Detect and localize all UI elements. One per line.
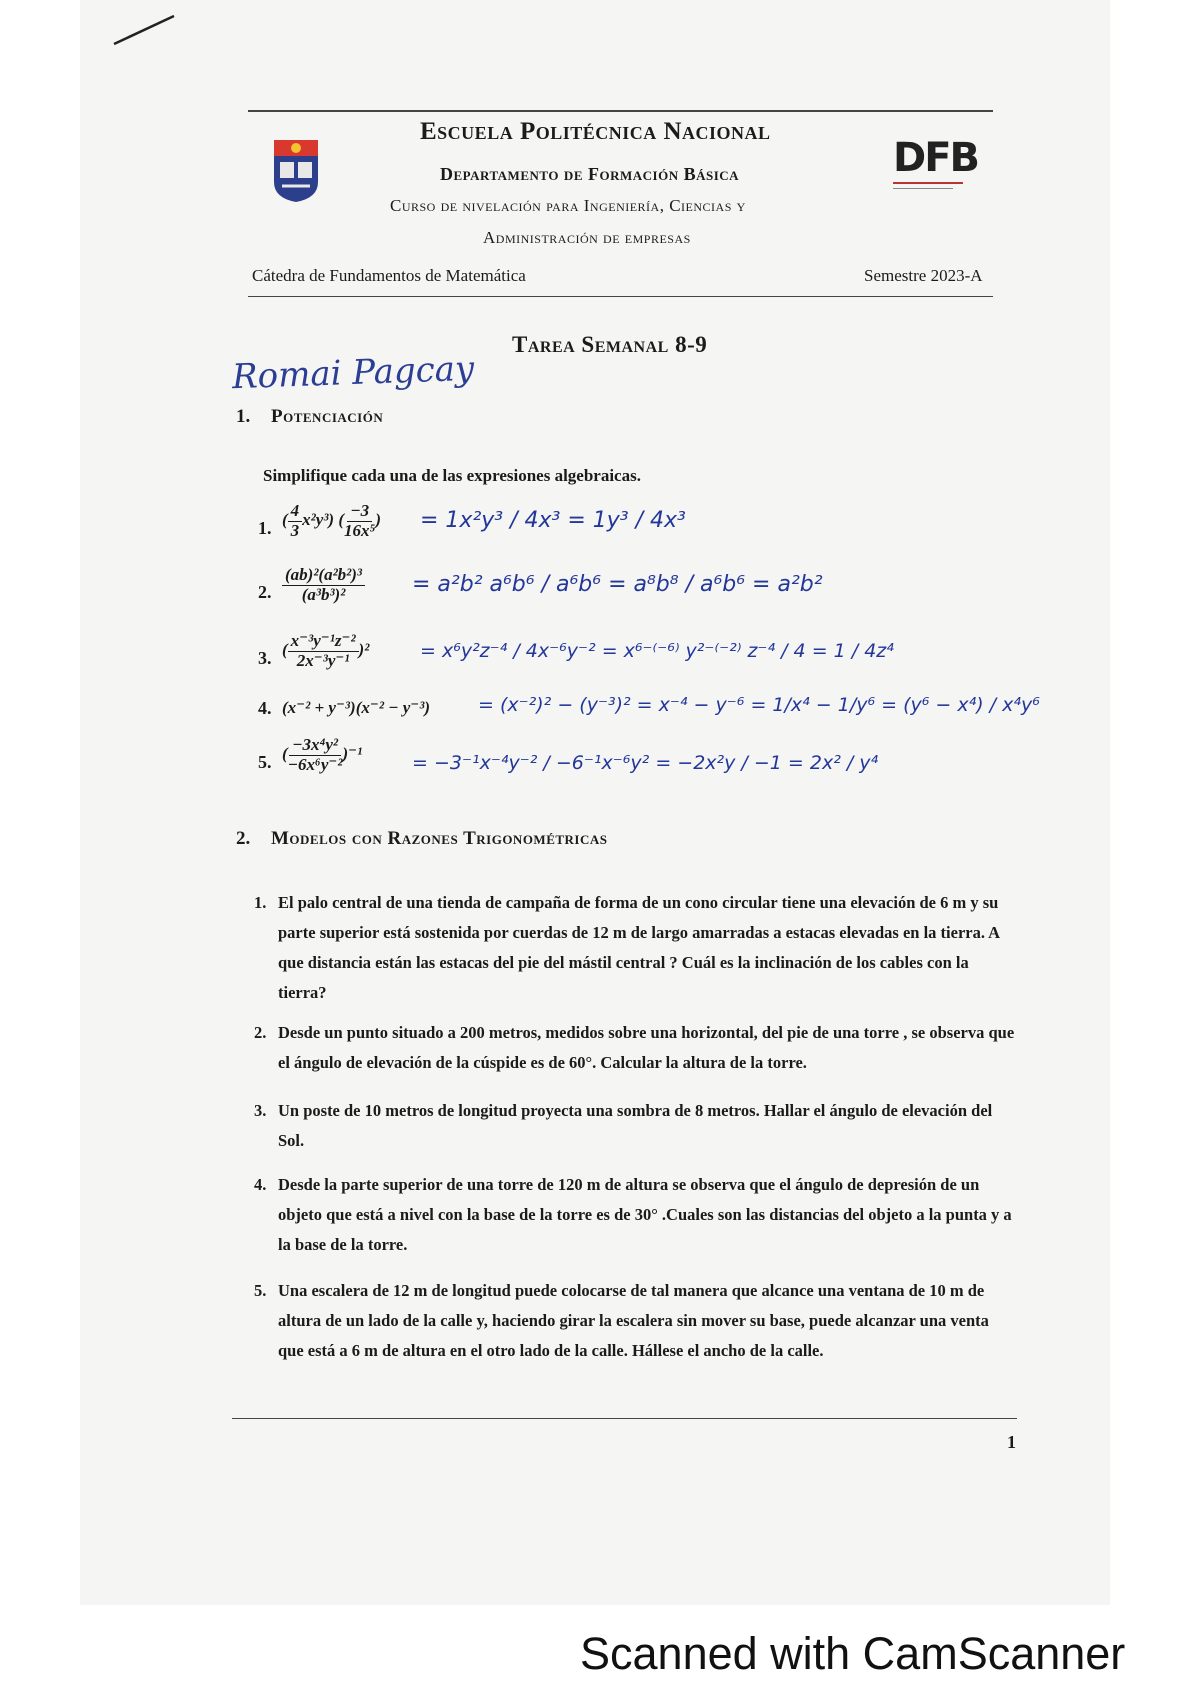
problem-2 [254, 1018, 1018, 1078]
problem-5-text: Una escalera de 12 m de longitud puede colocarse de tal manera que alcance una ventana de 10 m de altura de un lado de la calle y, haciendo girar la escalera sin mover su base, puede alcanzar una venta que está a 6 m de altura en el otro lado de la calle. Hállese el ancho de la calle. [278, 1281, 989, 1360]
exercise-3-handwritten-answer: = x⁶y²z⁻⁴ / 4x⁻⁶y⁻² = x⁶⁻⁽⁻⁶⁾ y²⁻⁽⁻²⁾ z⁻⁴ / 4 = 1 / 4z⁴ [420, 640, 894, 662]
problem-1-number: 1. [254, 893, 267, 912]
section-2-number: 2. [236, 828, 251, 849]
problem-2-text: Desde un punto situado a 200 metros, medidos sobre una horizontal, del pie de una torre , se observa que el ángulo de elevación de la cúspide es de 60°. Calcular la altura de la torre. [278, 1023, 1015, 1072]
exercise-5-expression: ( $\frac{\text{−3x⁴y²}}{\text{−6x⁶y⁻²}}$ )⁻¹ [282, 735, 363, 774]
exercise-3-expression: ( $\frac{\text{x⁻³y⁻¹z⁻²}}{\text{2x⁻³y⁻¹}}$ )² [282, 631, 370, 670]
section-1-instruction: Simplifique cada una de las expresiones algebraicas. [263, 466, 641, 485]
exercise-2-handwritten-answer: = a²b² a⁶b⁶ / a⁶b⁶ = a⁸b⁸ / a⁶b⁶ = a²b² [412, 572, 823, 597]
exercise-1-number: 1. [258, 518, 272, 538]
problem-4 [254, 1170, 1018, 1260]
problem-3-text: Un poste de 10 metros de longitud proyecta una sombra de 8 metros. Hallar el ángulo de elevación del Sol. [278, 1101, 993, 1150]
department-name: Departamento de Formación Básica [440, 164, 740, 184]
page-bottom-rule [232, 1418, 1017, 1419]
exercise-2-number: 2. [258, 582, 272, 602]
problem-5 [254, 1276, 1018, 1366]
header-bottom-rule [248, 296, 993, 297]
section-1-title: Potenciación [271, 406, 384, 427]
course-line-1: Curso de nivelación para Ingeniería, Ciencias y [390, 196, 746, 215]
exercise-5-number: 5. [258, 752, 272, 772]
problem-1-text: El palo central de una tienda de campaña de forma de un cono circular tiene una elevación de 6 m y su parte superior está sostenida por cuerdas de 12 m de largo amarradas a estacas elevadas en la tierra. A que distancia están las estacas del pie del mástil central ? Cuál es la inclinación de los cables con la tierra? [278, 893, 1000, 1002]
school-name: Escuela Politécnica Nacional [420, 118, 771, 145]
problem-5-number: 5. [254, 1281, 267, 1300]
student-name-handwritten: Romai Pagcay [231, 348, 475, 398]
problem-3 [254, 1096, 1018, 1156]
course-line-2: Administración de empresas [483, 228, 691, 247]
school-shield-logo [272, 138, 320, 204]
section-2-title: Modelos con Razones Trigonométricas [271, 828, 608, 849]
page-number: 1 [1007, 1432, 1016, 1452]
problem-4-number: 4. [254, 1175, 267, 1194]
header-top-rule [248, 110, 993, 112]
exercise-4-handwritten-answer: = (x⁻²)² − (y⁻³)² = x⁻⁴ − y⁻⁶ = 1/x⁴ − 1/y⁶ = (y⁶ − x⁴) / x⁴y⁶ [478, 694, 1040, 716]
chair-name: Cátedra de Fundamentos de Matemática [252, 266, 526, 285]
exercise-5-handwritten-answer: = −3⁻¹x⁻⁴y⁻² / −6⁻¹x⁻⁶y² = −2x²y / −1 = 2x² / y⁴ [412, 752, 879, 774]
problem-1 [254, 888, 1018, 1008]
exercise-4-expression: (x⁻² + y⁻³)(x⁻² − y⁻³) [282, 698, 431, 717]
section-1-number: 1. [236, 406, 251, 427]
dfb-logo [893, 135, 979, 196]
exercise-1-expression: ( $\frac{4}{3}$ x²y³) ( $\frac{-3}{\text{16x⁵}}$ ) [282, 501, 382, 540]
exercise-3-number: 3. [258, 648, 272, 668]
pen-mark [110, 10, 180, 50]
problem-2-number: 2. [254, 1023, 267, 1042]
problem-4-text: Desde la parte superior de una torre de 120 m de altura se observa que el ángulo de depresión de un objeto que está a nivel con la base de la torre es de 30° .Cuales son las distancias del objeto a la punta y a la base de la torre. [278, 1175, 1012, 1254]
exercise-1-handwritten-answer: = 1x²y³ / 4x³ = 1y³ / 4x³ [420, 508, 686, 533]
problem-3-number: 3. [254, 1101, 267, 1120]
assignment-title: Tarea Semanal 8-9 [512, 332, 708, 357]
camscanner-watermark: Scanned with CamScanner [580, 1628, 1126, 1679]
semester-label: Semestre 2023-A [864, 266, 983, 285]
dfb-logo-text: DFB [893, 135, 979, 181]
exercise-2-expression: $\frac{\text{(ab)²(a²b²)³}}{\text{(a³b³)²}}$ [282, 566, 365, 604]
exercise-4-number: 4. [258, 698, 272, 718]
